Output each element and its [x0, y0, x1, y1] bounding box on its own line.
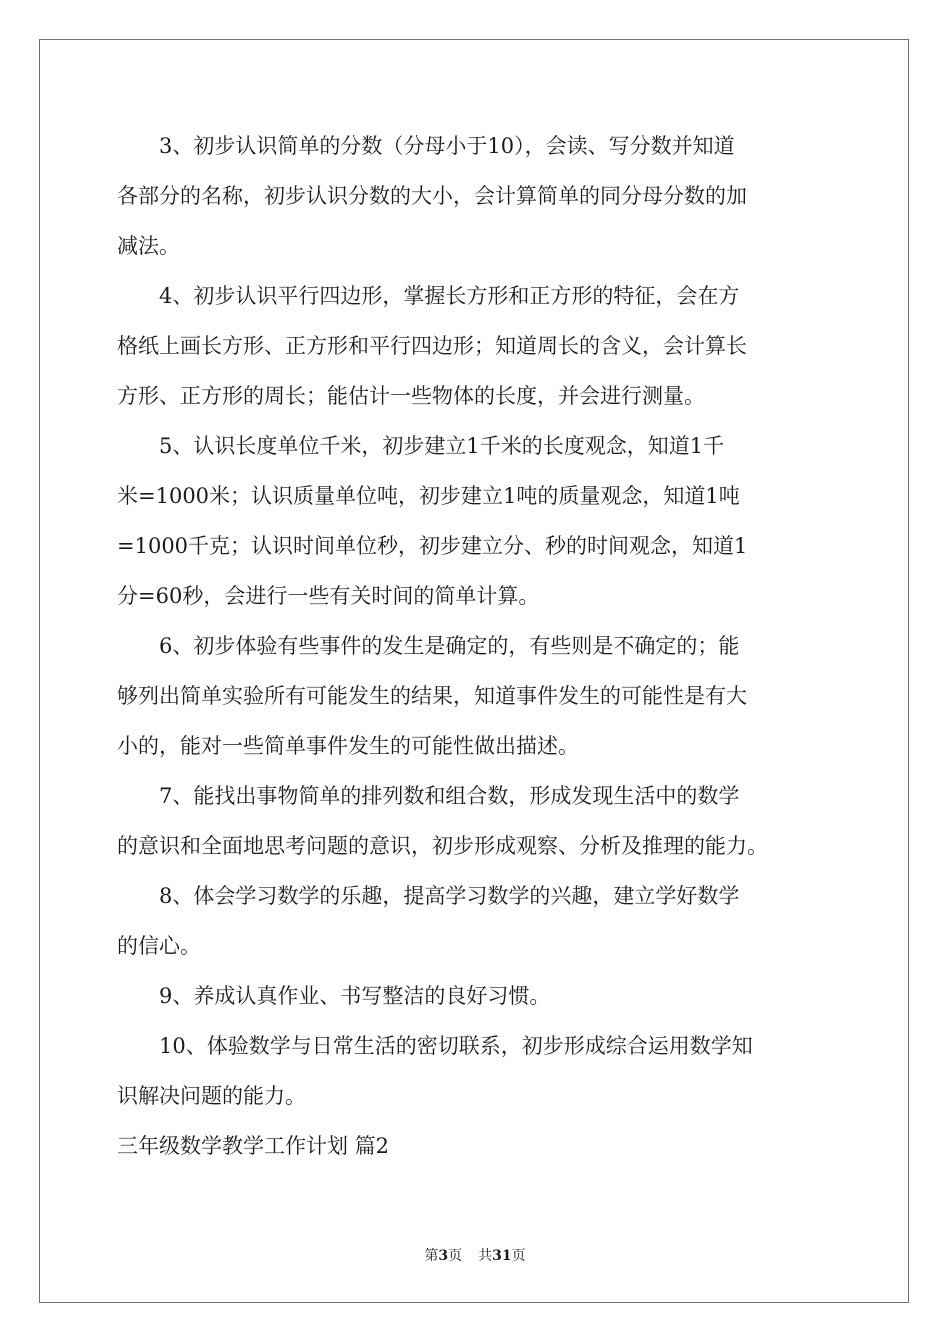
- paragraph: [117, 430, 837, 613]
- paragraph-line: 小的，能对一些简单事件发生的可能性做出描述。: [117, 734, 579, 758]
- paragraph: [117, 980, 837, 1013]
- paragraph-line: 4、初步认识平行四边形，掌握长方形和正方形的特征，会在方: [117, 284, 740, 308]
- paragraph-line: 格纸上画长方形、正方形和平行四边形；知道周长的含义，会计算长: [117, 334, 747, 358]
- paragraph-line: 7、能找出事物简单的排列数和组合数，形成发现生活中的数学: [117, 784, 740, 808]
- paragraph: [117, 780, 837, 863]
- paragraph-line: 米=1000米；认识质量单位吨，初步建立1吨的质量观念，知道1吨: [117, 484, 740, 508]
- paragraph: [117, 280, 837, 413]
- paragraph-line: 8、体会学习数学的乐趣，提高学习数学的兴趣，建立学好数学: [117, 884, 740, 908]
- page-footer: [0, 1245, 950, 1265]
- paragraph-line: 识解决问题的能力。: [117, 1084, 306, 1108]
- paragraph: [117, 880, 837, 963]
- document-body: [117, 130, 837, 1163]
- total-suffix: 页: [511, 1248, 526, 1264]
- paragraph-line: 减法。: [117, 234, 180, 258]
- paragraph: [117, 1030, 837, 1113]
- paragraph: [117, 630, 837, 763]
- paragraph-line: 10、体验数学与日常生活的密切联系，初步形成综合运用数学知: [117, 1034, 753, 1058]
- paragraph-list: [117, 130, 837, 1113]
- paragraph-line: 方形、正方形的周长；能估计一些物体的长度，并会进行测量。: [117, 384, 705, 408]
- paragraph-line: 3、初步认识简单的分数（分母小于10），会读、写分数并知道: [117, 134, 735, 158]
- section-heading: 三年级数学教学工作计划 篇2: [117, 1134, 390, 1158]
- paragraph: [117, 130, 837, 263]
- paragraph-line: 6、初步体验有些事件的发生是确定的，有些则是不确定的；能: [117, 634, 740, 658]
- page-number: 3: [438, 1248, 449, 1264]
- paragraph-line: 的意识和全面地思考问题的意识，初步形成观察、分析及推理的能力。: [117, 834, 768, 858]
- page-prefix: 第: [424, 1248, 439, 1264]
- total-pages: 31: [492, 1248, 512, 1264]
- page-suffix: 页: [448, 1248, 463, 1264]
- paragraph-line: 分=60秒，会进行一些有关时间的简单计算。: [117, 584, 540, 608]
- paragraph-line: =1000千克；认识时间单位秒，初步建立分、秒的时间观念，知道1: [117, 534, 748, 558]
- paragraph-line: 5、认识长度单位千米，初步建立1千米的长度观念，知道1千: [117, 434, 725, 458]
- paragraph-line: 各部分的名称，初步认识分数的大小，会计算简单的同分母分数的加: [117, 184, 747, 208]
- paragraph-line: 够列出简单实验所有可能发生的结果，知道事件发生的可能性是有大: [117, 684, 747, 708]
- total-prefix: 共: [478, 1248, 493, 1264]
- paragraph-line: 的信心。: [117, 934, 201, 958]
- paragraph-line: 9、养成认真作业、书写整洁的良好习惯。: [117, 984, 551, 1008]
